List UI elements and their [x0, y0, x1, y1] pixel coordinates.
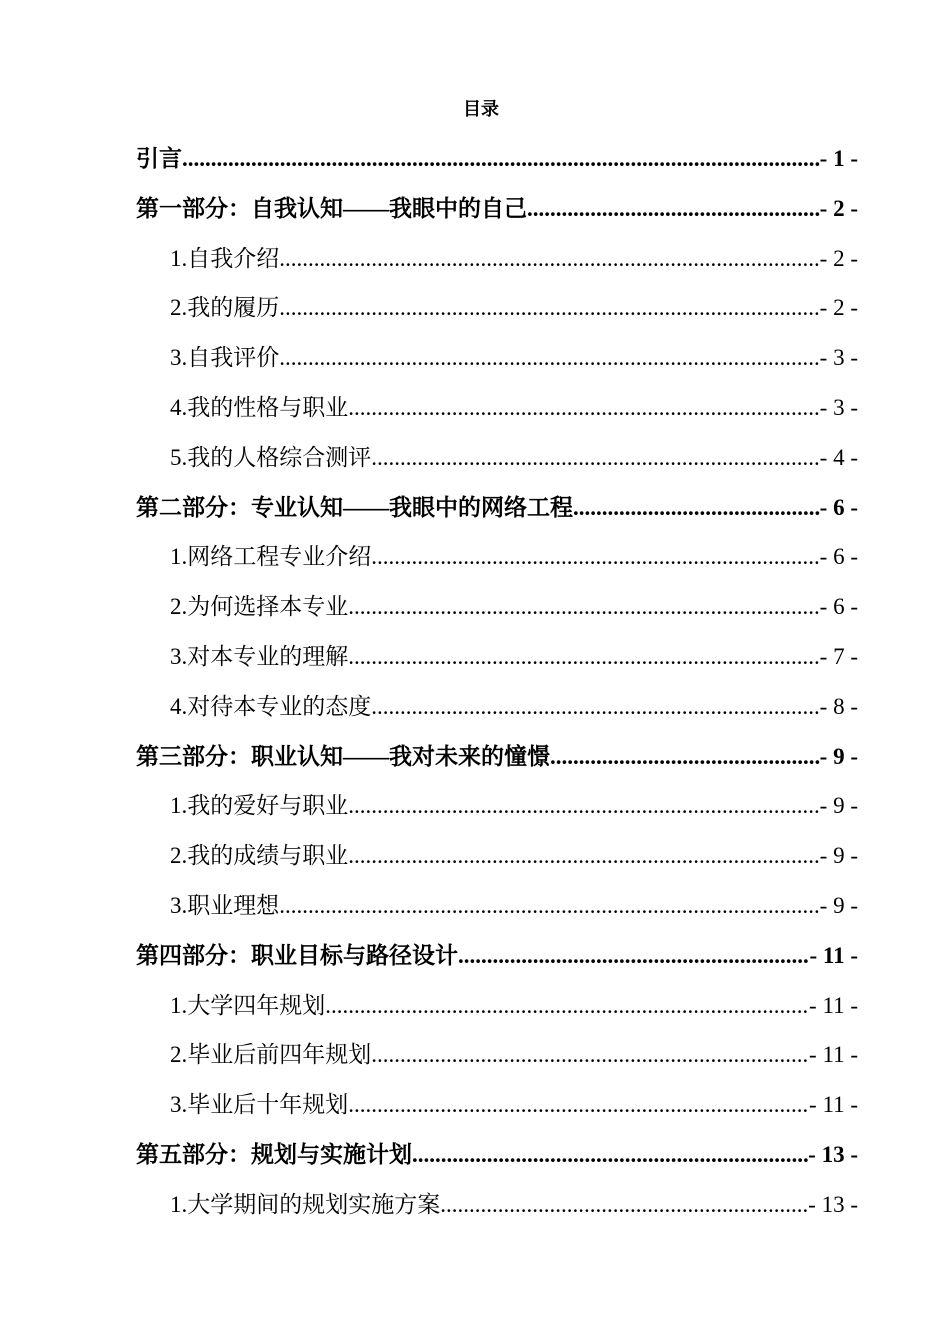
table-of-contents	[136, 134, 858, 1230]
toc-entry-label: 1.我的爱好与职业	[170, 793, 349, 819]
toc-subsection-entry[interactable]	[136, 234, 858, 284]
toc-dot-leader	[412, 1130, 808, 1180]
toc-entry-page-number: - 7 -	[819, 643, 858, 669]
toc-entry-page-number: - 9 -	[819, 743, 858, 769]
toc-dot-leader	[527, 184, 820, 234]
toc-section-entry[interactable]	[136, 1130, 858, 1180]
toc-dot-leader	[348, 582, 819, 632]
toc-subsection-entry[interactable]	[136, 682, 858, 732]
toc-subsection-entry[interactable]	[136, 831, 858, 881]
toc-entry-label: 2.我的履历	[170, 295, 280, 321]
toc-entry-page-number: - 6 -	[819, 594, 858, 620]
toc-entry-page-number: - 9 -	[819, 793, 858, 819]
toc-entry-label: 1.网络工程专业介绍	[170, 544, 372, 570]
toc-dot-leader	[371, 1030, 809, 1080]
toc-entry-label: 5.我的人格综合测评	[170, 444, 372, 470]
toc-entry-label: 第四部分：职业目标与路径设计	[136, 942, 458, 968]
toc-entry-label: 2.我的成绩与职业	[170, 843, 349, 869]
toc-title: 目录	[463, 99, 499, 120]
toc-entry-page-number: - 13 -	[808, 1191, 858, 1217]
toc-entry-label: 1.大学四年规划	[170, 992, 326, 1018]
toc-subsection-entry[interactable]	[136, 632, 858, 682]
toc-entry-page-number: - 3 -	[819, 345, 858, 371]
toc-dot-leader	[371, 433, 819, 483]
toc-dot-leader	[279, 234, 819, 284]
toc-dot-leader	[458, 931, 809, 981]
toc-section-entry[interactable]	[136, 184, 858, 234]
toc-entry-page-number: - 11 -	[809, 1042, 858, 1068]
toc-entry-page-number: - 11 -	[809, 992, 858, 1018]
toc-subsection-entry[interactable]	[136, 781, 858, 831]
toc-subsection-entry[interactable]	[136, 383, 858, 433]
toc-subsection-entry[interactable]	[136, 881, 858, 931]
toc-dot-leader	[325, 981, 809, 1031]
toc-dot-leader	[550, 732, 820, 782]
toc-entry-page-number: - 8 -	[819, 693, 858, 719]
toc-subsection-entry[interactable]	[136, 433, 858, 483]
toc-entry-label: 1.自我介绍	[170, 245, 280, 271]
toc-entry-page-number: - 9 -	[819, 843, 858, 869]
toc-dot-leader	[348, 831, 819, 881]
toc-dot-leader	[440, 1180, 808, 1230]
toc-entry-page-number: - 2 -	[819, 245, 858, 271]
toc-entry-page-number: - 6 -	[819, 544, 858, 570]
toc-entry-label: 第三部分：职业认知——我对未来的憧憬	[136, 743, 550, 769]
toc-entry-page-number: - 2 -	[819, 195, 858, 221]
toc-dot-leader	[279, 881, 819, 931]
toc-entry-label: 3.职业理想	[170, 892, 280, 918]
toc-section-entry[interactable]	[136, 483, 858, 533]
toc-entry-label: 3.自我评价	[170, 345, 280, 371]
toc-dot-leader	[371, 682, 819, 732]
toc-entry-label: 3.对本专业的理解	[170, 643, 349, 669]
toc-entry-page-number: - 11 -	[809, 942, 858, 968]
toc-section-entry[interactable]	[136, 732, 858, 782]
toc-dot-leader	[348, 781, 819, 831]
toc-entry-label: 2.毕业后前四年规划	[170, 1042, 372, 1068]
toc-entry-page-number: - 4 -	[819, 444, 858, 470]
toc-entry-label: 3.毕业后十年规划	[170, 1092, 349, 1118]
toc-entry-label: 第五部分：规划与实施计划	[136, 1141, 412, 1167]
toc-dot-leader	[182, 134, 820, 184]
toc-entry-label: 1.大学期间的规划实施方案	[170, 1191, 441, 1217]
toc-dot-leader	[348, 1080, 809, 1130]
toc-subsection-entry[interactable]	[136, 1030, 858, 1080]
toc-section-entry[interactable]	[136, 931, 858, 981]
toc-dot-leader	[371, 532, 819, 582]
toc-section-entry[interactable]	[136, 134, 858, 184]
toc-entry-label: 4.我的性格与职业	[170, 394, 349, 420]
toc-entry-label: 引言	[136, 146, 182, 171]
toc-entry-page-number: - 3 -	[819, 394, 858, 420]
toc-dot-leader	[573, 483, 820, 533]
toc-dot-leader	[279, 333, 819, 383]
toc-dot-leader	[279, 283, 819, 333]
toc-dot-leader	[348, 383, 819, 433]
toc-dot-leader	[348, 632, 819, 682]
toc-subsection-entry[interactable]	[136, 1180, 858, 1230]
toc-entry-label: 4.对待本专业的态度	[170, 693, 372, 719]
toc-entry-page-number: - 9 -	[819, 892, 858, 918]
toc-entry-page-number: - 6 -	[819, 494, 858, 520]
toc-subsection-entry[interactable]	[136, 333, 858, 383]
toc-entry-page-number: - 2 -	[819, 295, 858, 321]
toc-subsection-entry[interactable]	[136, 283, 858, 333]
toc-entry-label: 第二部分：专业认知——我眼中的网络工程	[136, 494, 573, 520]
toc-subsection-entry[interactable]	[136, 981, 858, 1031]
toc-subsection-entry[interactable]	[136, 532, 858, 582]
toc-entry-page-number: - 13 -	[808, 1141, 858, 1167]
toc-entry-label: 2.为何选择本专业	[170, 594, 349, 620]
toc-entry-label: 第一部分：自我认知——我眼中的自己	[136, 195, 527, 221]
toc-entry-page-number: - 11 -	[809, 1092, 858, 1118]
toc-subsection-entry[interactable]	[136, 1080, 858, 1130]
toc-subsection-entry[interactable]	[136, 582, 858, 632]
toc-entry-page-number: - 1 -	[819, 146, 858, 171]
